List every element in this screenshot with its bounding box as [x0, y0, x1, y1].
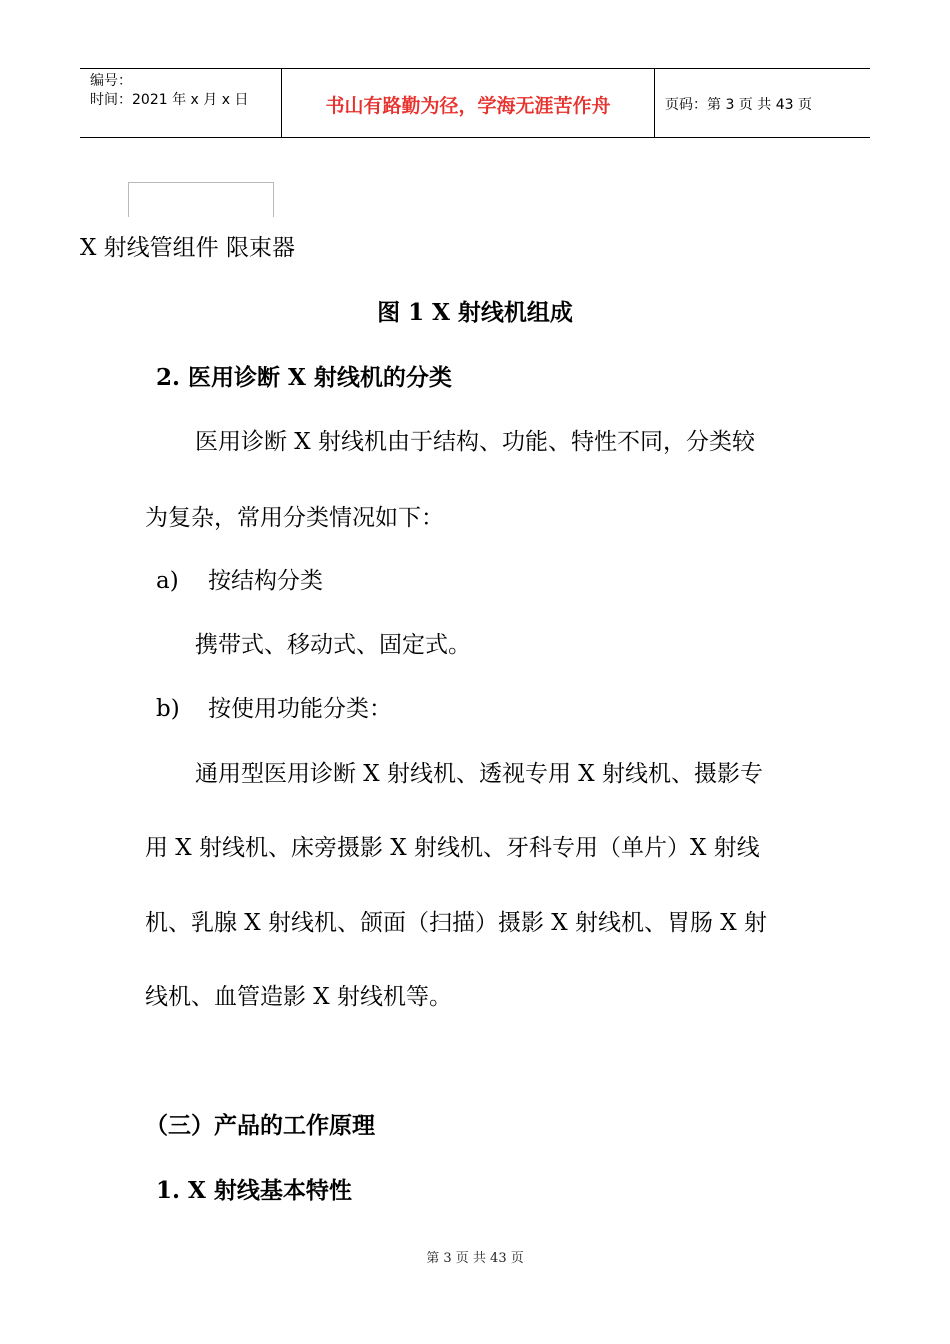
document-number-label: 编号：: [90, 73, 132, 89]
figure-title: 图 1 X 射线机组成: [377, 299, 573, 326]
item-b-line-1: 通用型医用诊断 X 射线机、透视专用 X 射线机、摄影专: [195, 761, 763, 787]
item-b-title: 按使用功能分类：: [208, 696, 392, 722]
figure-parts-caption: X 射线管组件 限束器: [80, 235, 295, 261]
section2-intro-line-2: 为复杂，常用分类情况如下：: [145, 505, 444, 531]
item-a-marker: a): [156, 568, 179, 594]
page-footer: 第 3 页 共 43 页: [426, 1251, 524, 1266]
document-date-label: 时间：2021 年 x 月 x 日: [90, 92, 249, 108]
header-page-info: 页码：第 3 页 共 43 页: [665, 97, 812, 113]
item-a-body: 携带式、移动式、固定式。: [195, 632, 471, 658]
page-header: [80, 68, 870, 138]
header-page-cell: [655, 69, 870, 137]
header-motto: 书山有路勤为径，学海无涯苦作舟: [325, 95, 611, 117]
section2-intro-line-1: 医用诊断 X 射线机由于结构、功能、特性不同，分类较: [195, 429, 755, 455]
item-b-marker: b): [156, 696, 180, 722]
section3-subheading-1: 1. X 射线基本特性: [156, 1177, 352, 1204]
header-motto-cell: [282, 69, 655, 137]
item-a-title: 按结构分类: [208, 568, 323, 594]
item-b-line-4: 线机、血管造影 X 射线机等。: [145, 984, 452, 1010]
section2-heading: 2. 医用诊断 X 射线机的分类: [156, 364, 452, 391]
figure-image-placeholder: [128, 182, 274, 217]
item-b-line-3: 机、乳腺 X 射线机、颌面（扫描）摄影 X 射线机、胃肠 X 射: [145, 910, 767, 936]
section3-heading: （三）产品的工作原理: [145, 1112, 375, 1139]
item-b-line-2: 用 X 射线机、床旁摄影 X 射线机、牙科专用（单片）X 射线: [145, 835, 760, 861]
header-meta-cell: [80, 69, 282, 137]
